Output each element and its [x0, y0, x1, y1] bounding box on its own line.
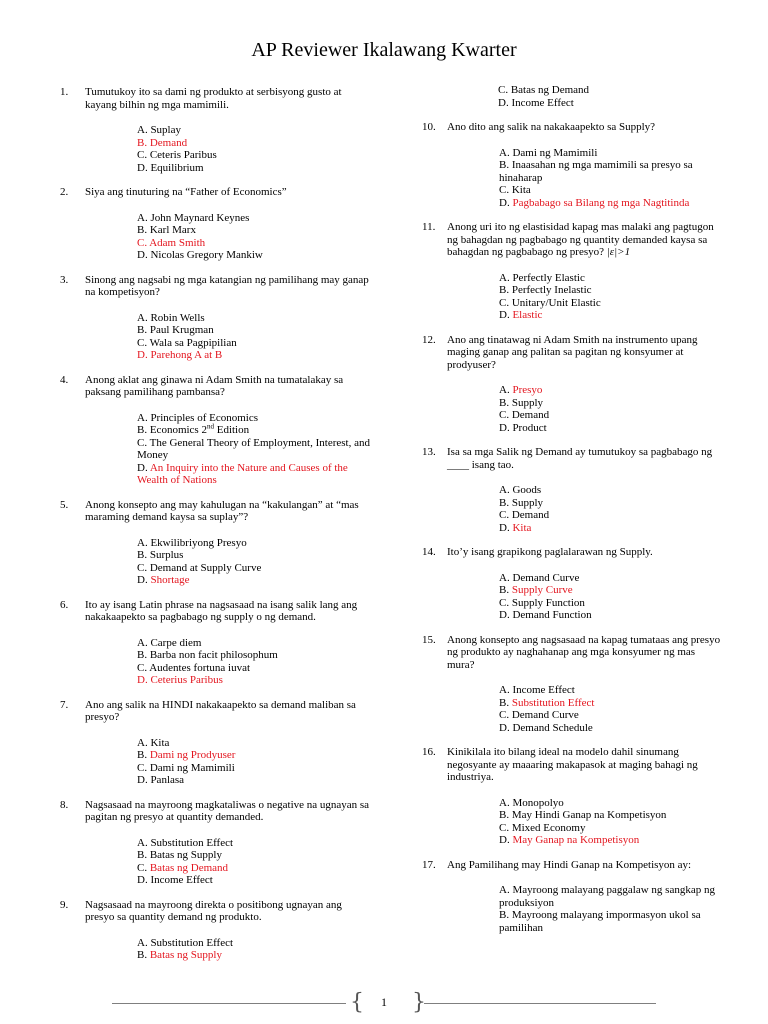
option-d-answer: D. Ceterius Paribus — [137, 674, 223, 686]
option-c: C. Mixed Economy — [499, 821, 586, 834]
question-17 — [422, 859, 722, 935]
footer-rule-left — [112, 1003, 346, 1004]
option-a: A. Perfectly Elastic — [499, 271, 585, 284]
option-d-answer: An Inquiry into the Nature and Causes of the Wealth of Nations — [137, 461, 348, 486]
option-b: B. Supply — [499, 396, 544, 409]
option-d-letter: D. — [137, 574, 151, 586]
question-number: 5. — [60, 498, 69, 511]
option-b-answer: Substitution Effect — [511, 696, 595, 709]
option-a: A. Monopolyo — [499, 796, 564, 809]
option-d-letter: D. — [137, 461, 150, 474]
question-number: 11. — [422, 221, 436, 233]
option-c: C. Demand — [499, 409, 550, 421]
option-d: D. Demand Schedule — [499, 721, 593, 734]
question-4 — [60, 374, 370, 487]
question-5 — [60, 499, 370, 587]
option-a: A. Substitution Effect — [137, 936, 234, 949]
option-d: D. Nicolas Gregory Mankiw — [137, 249, 263, 261]
question-8 — [60, 799, 370, 887]
option-b: B. Supply — [499, 496, 544, 509]
left-column — [60, 86, 370, 974]
option-b-answer: Batas ng Supply — [149, 949, 222, 961]
option-b-suffix: Edition — [213, 424, 250, 436]
option-d — [499, 309, 722, 322]
question-stem — [447, 221, 722, 259]
question-number: 10. — [422, 121, 436, 133]
question-stem: Ano dito ang salik na nakakaapekto sa Supply? — [447, 121, 656, 133]
page-title: AP Reviewer Ikalawang Kwarter — [251, 39, 517, 61]
question-13 — [422, 446, 722, 534]
footer-brace-left: { — [350, 990, 364, 1015]
option-c: C. Kita — [499, 184, 531, 196]
option-c: C. Dami ng Mamimili — [137, 761, 235, 774]
option-c: C. Ceteris Paribus — [137, 149, 217, 161]
option-d-letter: D. — [499, 309, 513, 321]
option-b — [137, 424, 370, 437]
option-a: A. Demand Curve — [499, 571, 580, 584]
option-a: A. Principles of Economics — [137, 411, 258, 424]
question-stem: Ano ang salik na HINDI nakakaapekto sa demand maliban sa presyo? — [85, 698, 356, 723]
option-b-letter: B. — [499, 584, 512, 596]
question-number: 12. — [422, 333, 436, 346]
question-14 — [422, 546, 722, 622]
option-b-text: B. Economics 2 — [137, 424, 207, 436]
question-number: 6. — [60, 598, 69, 611]
superscript-nd: nd — [206, 422, 214, 431]
elasticity-formula: |ε|>1 — [606, 246, 631, 258]
option-a: A. Income Effect — [499, 684, 575, 696]
option-c: C. Demand — [499, 509, 550, 521]
question-9 — [60, 899, 370, 962]
question-stem: Ito’y isang grapikong paglalarawan ng Supply. — [447, 546, 653, 558]
question-number: 2. — [60, 186, 69, 198]
question-stem: Anong aklat ang ginawa ni Adam Smith na tumatalakay sa paksang pamilihang pambansa? — [85, 373, 344, 398]
option-d: D. Equilibrium — [137, 161, 204, 174]
option-b: B. May Hindi Ganap na Kompetisyon — [499, 809, 667, 821]
question-3 — [60, 274, 370, 362]
option-a: A. Carpe diem — [137, 636, 202, 649]
option-b: B. Paul Krugman — [137, 324, 214, 336]
option-d-answer: Pagbabago sa Bilang ng mga Nagtitinda — [512, 196, 690, 209]
option-a: A. Dami ng Mamimili — [499, 146, 598, 159]
option-b — [137, 949, 370, 962]
question-stem: Siya ang tinuturing na “Father of Economics” — [85, 186, 287, 198]
option-c-answer: C. Adam Smith — [137, 236, 206, 249]
question-number: 3. — [60, 273, 69, 286]
option-b-letter: B. — [137, 749, 150, 761]
option-d-answer: Kita — [512, 521, 532, 534]
question-stem: Sinong ang nagsabi ng mga katangian ng pamilihang may ganap na kompetisyon? — [85, 273, 369, 298]
option-d — [499, 522, 722, 535]
question-number: 17. — [422, 858, 436, 871]
option-b: B. Barba non facit philosophum — [137, 649, 278, 661]
question-stem: Kinikilala ito bilang ideal na modelo dahil sinumang negosyante ay maaaring makapasok at maging bahagi ng industriya. — [447, 746, 698, 783]
question-7 — [60, 699, 370, 787]
option-b-answer: Dami ng Prodyuser — [149, 749, 236, 761]
option-b: B. Karl Marx — [137, 224, 196, 236]
option-c — [137, 862, 370, 875]
option-b: B. Perfectly Inelastic — [499, 284, 592, 296]
option-b-answer: Supply Curve — [511, 584, 573, 596]
option-a-answer: Presyo — [512, 384, 543, 396]
option-b — [499, 697, 722, 710]
option-b — [499, 584, 722, 597]
question-15 — [422, 634, 722, 735]
option-d-answer: Shortage — [150, 574, 190, 586]
option-c-letter: C. — [137, 861, 150, 874]
option-d-letter: D. — [499, 196, 513, 209]
page-number: 1 — [381, 995, 387, 1009]
option-d — [137, 462, 370, 487]
option-a: A. Robin Wells — [137, 311, 205, 324]
option-c: C. Batas ng Demand — [498, 84, 590, 96]
option-d: D. Product — [499, 421, 547, 434]
option-b-letter: B. — [499, 696, 512, 709]
option-a: A. Goods — [499, 484, 542, 496]
question-number: 14. — [422, 546, 436, 558]
question-10 — [422, 121, 722, 209]
question-12 — [422, 334, 722, 435]
option-b-answer: B. Demand — [137, 136, 188, 149]
question-6 — [60, 599, 370, 687]
question-number: 16. — [422, 746, 436, 758]
option-b: B. Batas ng Supply — [137, 849, 222, 861]
question-stem: Nagsasaad na mayroong magkataliwas o negative na ugnayan sa pagitan ng presyo at quantity demanded. — [85, 798, 370, 823]
footer-brace-right: } — [412, 990, 426, 1015]
question-16 — [422, 746, 722, 847]
option-c: C. Demand Curve — [499, 709, 579, 721]
option-d-letter: D. — [499, 834, 513, 846]
option-a: A. Mayroong malayang paggalaw ng sangkap ng produksiyon — [499, 884, 715, 909]
option-b: B. Surplus — [137, 549, 184, 561]
option-c-answer: Batas ng Demand — [149, 861, 229, 874]
question-number: 13. — [422, 446, 436, 458]
option-d — [499, 834, 722, 847]
option-d — [499, 197, 722, 210]
question-stem: Anong konsepto ang may kahulugan na “kakulangan” at “mas maraming demand kaysa sa suplay”? — [85, 498, 359, 523]
right-column — [422, 86, 722, 946]
question-stem-text: Anong uri ito ng elastisidad kapag mas malaki ang pagtugon ng bahagdan ng pagbabago ng quantity demanded kaysa sa bahagdan ng pagbabago ng presyo? — [447, 221, 714, 258]
option-a — [499, 384, 722, 397]
option-b — [137, 749, 370, 762]
question-stem: Nagsasaad na mayroong direkta o positibong ugnayan ang presyo sa quantity demand ng produkto. — [85, 898, 342, 923]
question-number: 4. — [60, 373, 69, 386]
option-a: A. John Maynard Keynes — [137, 211, 250, 224]
option-b: B. Inaasahan ng mga mamimili sa presyo sa hinaharap — [499, 159, 693, 184]
option-d: D. Income Effect — [137, 874, 213, 886]
option-d: D. Income Effect — [498, 96, 574, 109]
option-b: B. Mayroong malayang impormasyon ukol sa pamilihan — [499, 909, 701, 934]
option-d-answer: May Ganap na Kompetisyon — [512, 834, 640, 846]
option-d: D. Panlasa — [137, 774, 185, 786]
option-b-letter: B. — [137, 949, 150, 961]
option-a-letter: A. — [499, 384, 513, 396]
question-stem: Ang Pamilihang may Hindi Ganap na Kompetisyon ay: — [447, 858, 692, 871]
question-number: 1. — [60, 86, 69, 98]
option-c: C. Wala sa Pagpipilian — [137, 336, 237, 349]
question-9-continued — [422, 84, 722, 109]
option-d-answer: Elastic — [512, 309, 543, 321]
option-d-letter: D. — [499, 521, 513, 534]
option-d-answer: D. Parehong A at B — [137, 349, 223, 361]
question-stem: Anong konsepto ang nagsasaad na kapag tumataas ang presyo ng produkto ay naghahanap ang mga konsyumer ng mas mura? — [447, 633, 721, 671]
question-stem: Isa sa mga Salik ng Demand ay tumutukoy sa pagbabago ng ____ isang tao. — [447, 446, 713, 471]
option-c: C. Demand at Supply Curve — [137, 561, 262, 574]
footer-rule-right — [424, 1003, 656, 1004]
question-number: 9. — [60, 898, 69, 911]
option-c: C. Unitary/Unit Elastic — [499, 296, 601, 309]
question-number: 15. — [422, 633, 436, 646]
question-2 — [60, 186, 370, 262]
question-stem: Tumutukoy ito sa dami ng produkto at serbisyong gusto at kayang bilhin ng mga mamimili. — [85, 86, 342, 111]
question-stem: Ito ay isang Latin phrase na nagsasaad na isang salik lang ang nakakaapekto sa pagbabago ng supply o ng demand. — [85, 598, 358, 623]
question-1 — [60, 86, 370, 174]
question-number: 8. — [60, 798, 69, 811]
option-d: D. Demand Function — [499, 609, 592, 621]
option-d — [137, 574, 370, 587]
option-c: C. Audentes fortuna iuvat — [137, 661, 251, 674]
option-c: C. The General Theory of Employment, Interest, and Money — [137, 436, 370, 461]
option-a: A. Ekwilibriyong Presyo — [137, 536, 247, 549]
option-a: A. Substitution Effect — [137, 836, 234, 849]
question-stem: Ano ang tinatawag ni Adam Smith na instrumento upang maging ganap ang palitan sa pagitan ng konsyumer at prodyuser? — [447, 333, 698, 371]
option-c: C. Supply Function — [499, 596, 585, 609]
option-a: A. Suplay — [137, 124, 181, 136]
question-number: 7. — [60, 698, 69, 711]
question-11 — [422, 221, 722, 322]
option-a: A. Kita — [137, 736, 170, 749]
